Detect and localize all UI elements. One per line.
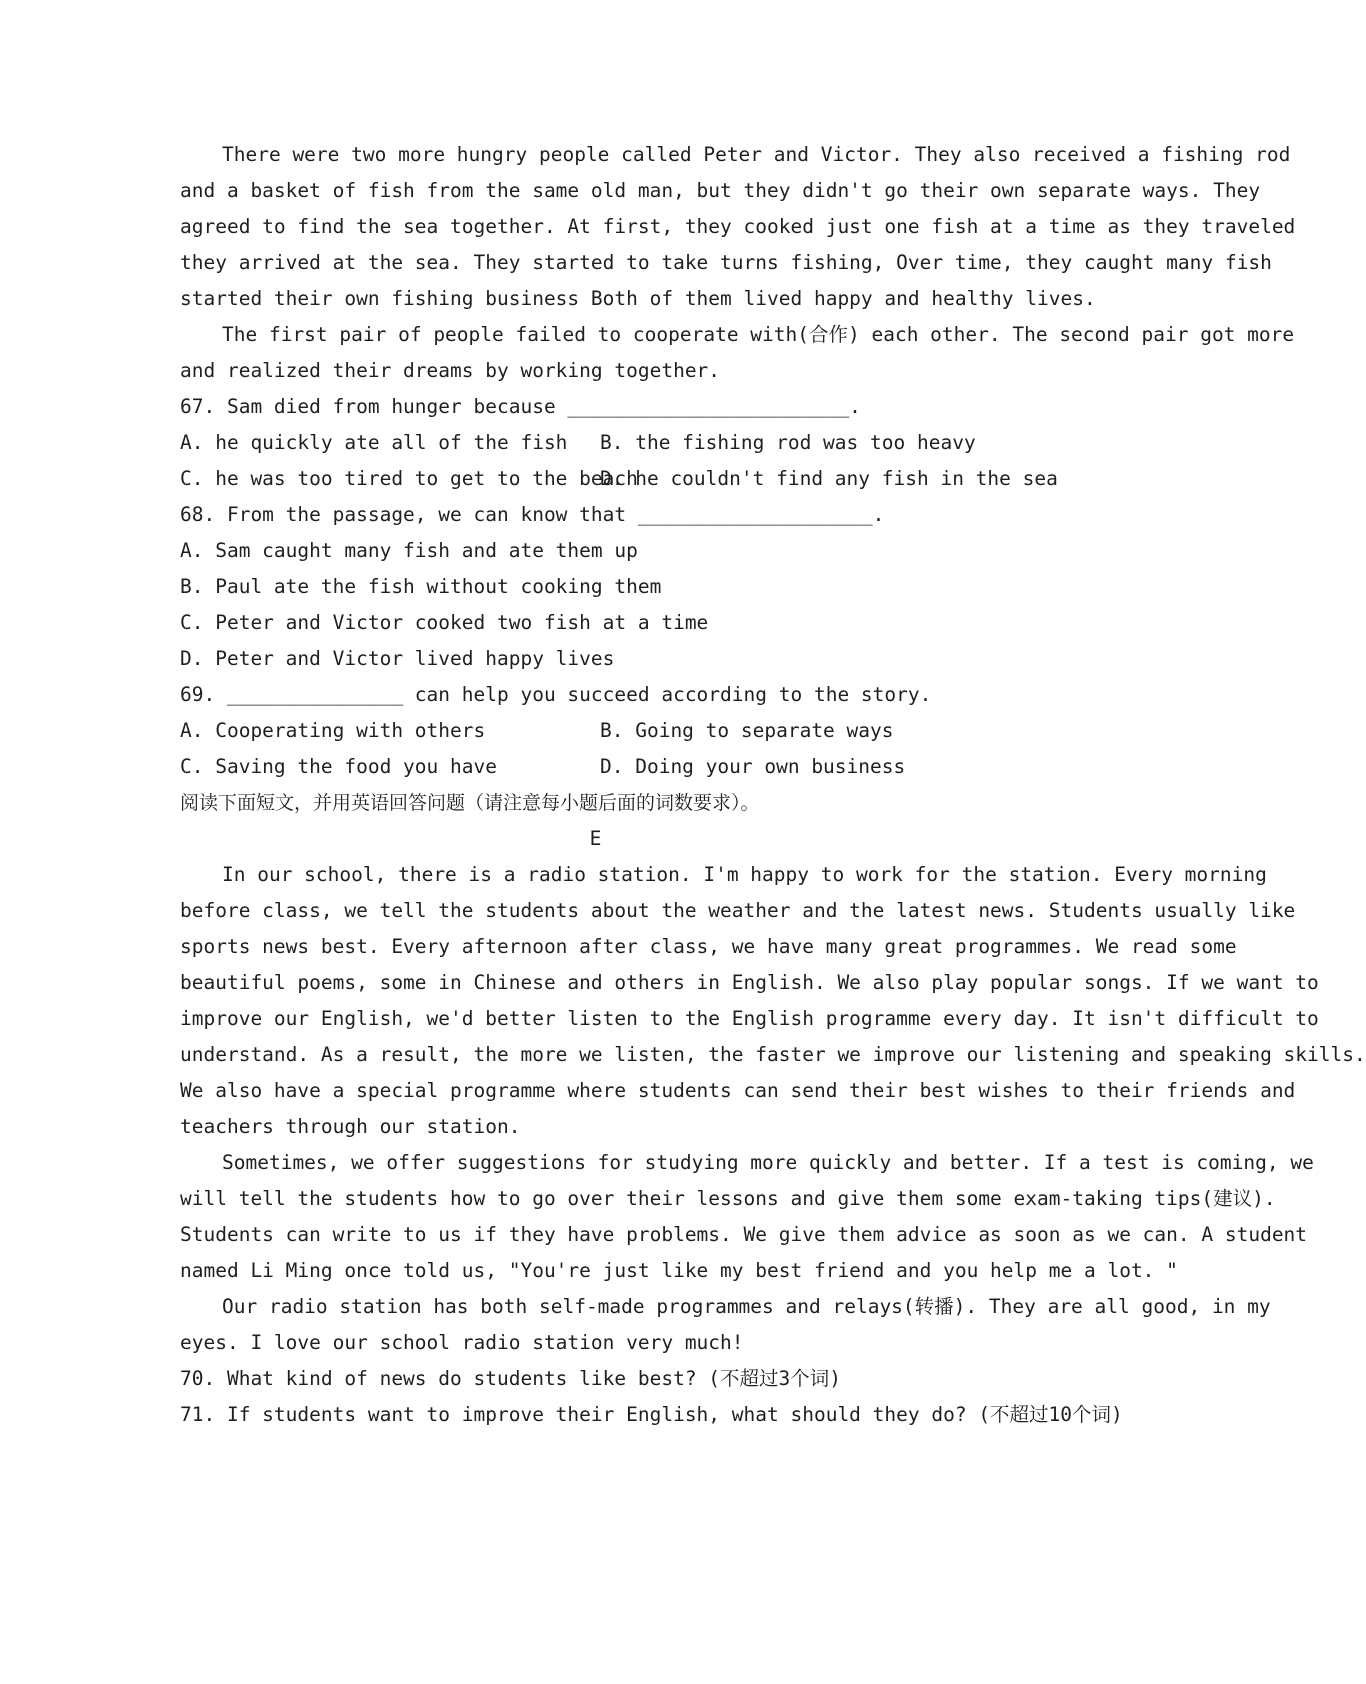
question-69-option-a: A. Cooperating with others [180, 719, 486, 742]
passage-d-line: and realized their dreams by working together. [180, 359, 721, 382]
question-68-option-b: B. Paul ate the fish without cooking them [180, 575, 662, 598]
question-68-stem: 68. From the passage, we can know that ____________________. [180, 503, 885, 526]
passage-e-line: named Li Ming once told us, "You're just like my best friend and you help me a lot. " [180, 1259, 1178, 1282]
passage-e-line: Sometimes, we offer suggestions for studying more quickly and better. If a test is coming, we [222, 1151, 1314, 1174]
passage-e-line: Students can write to us if they have problems. We give them advice as soon as we can. A student [180, 1223, 1308, 1246]
question-71: 71. If students want to improve their English, what should they do? (不超过10个词) [180, 1403, 1123, 1426]
question-67-option-b: B. the fishing rod was too heavy [600, 431, 976, 454]
question-67-option-c: C. he was too tired to get to the beach [180, 467, 638, 490]
passage-d-line: started their own fishing business Both of them lived happy and healthy lives. [180, 287, 1096, 310]
passage-e-line: eyes. I love our school radio station very much! [180, 1331, 744, 1354]
passage-e-line: teachers through our station. [180, 1115, 521, 1138]
passage-d-line: they arrived at the sea. They started to take turns fishing, Over time, they caught many fish [180, 251, 1272, 274]
question-69-option-b: B. Going to separate ways [600, 719, 894, 742]
question-69-stem: 69. _______________ can help you succeed according to the story. [180, 683, 932, 706]
question-67-option-a: A. he quickly ate all of the fish [180, 431, 568, 454]
passage-e-title: E [589, 827, 602, 850]
question-69-option-c: C. Saving the food you have [180, 755, 497, 778]
passage-d-line: and a basket of fish from the same old man, but they didn't go their own separate ways. They [180, 179, 1261, 202]
passage-e-line: understand. As a result, the more we listen, the faster we improve our listening and speaking skills. [180, 1043, 1366, 1066]
passage-e-line: sports news best. Every afternoon after class, we have many great programmes. We read some [180, 935, 1237, 958]
passage-e-line: will tell the students how to go over their lessons and give them some exam-taking tips(建议). [180, 1187, 1276, 1210]
passage-e-line: beautiful poems, some in Chinese and others in English. We also play popular songs. If we want to [180, 971, 1319, 994]
question-67-stem: 67. Sam died from hunger because ________________________. [180, 395, 861, 418]
passage-e-line: We also have a special programme where students can send their best wishes to their friends and [180, 1079, 1296, 1102]
passage-e-line: improve our English, we'd better listen to the English programme every day. It isn't difficult to [180, 1007, 1319, 1030]
passage-d-line: There were two more hungry people called Peter and Victor. They also received a fishing rod [222, 143, 1291, 166]
question-68-option-a: A. Sam caught many fish and ate them up [180, 539, 638, 562]
passage-d-line: agreed to find the sea together. At first, they cooked just one fish at a time as they traveled [180, 215, 1296, 238]
question-67-option-d: D. he couldn't find any fish in the sea [600, 467, 1058, 490]
passage-e-line: Our radio station has both self-made programmes and relays(转播). They are all good, in my [222, 1295, 1271, 1318]
question-68-option-c: C. Peter and Victor cooked two fish at a time [180, 611, 709, 634]
passage-e-line: before class, we tell the students about the weather and the latest news. Students usually like [180, 899, 1296, 922]
passage-d-line: The first pair of people failed to cooperate with(合作) each other. The second pair got more [222, 323, 1295, 346]
passage-e-line: In our school, there is a radio station. I'm happy to work for the station. Every morning [222, 863, 1267, 886]
section-instruction: 阅读下面短文，并用英语回答问题（请注意每小题后面的词数要求）。 [180, 792, 760, 814]
question-70: 70. What kind of news do students like best? (不超过3个词) [180, 1367, 842, 1390]
question-68-option-d: D. Peter and Victor lived happy lives [180, 647, 615, 670]
question-69-option-d: D. Doing your own business [600, 755, 906, 778]
